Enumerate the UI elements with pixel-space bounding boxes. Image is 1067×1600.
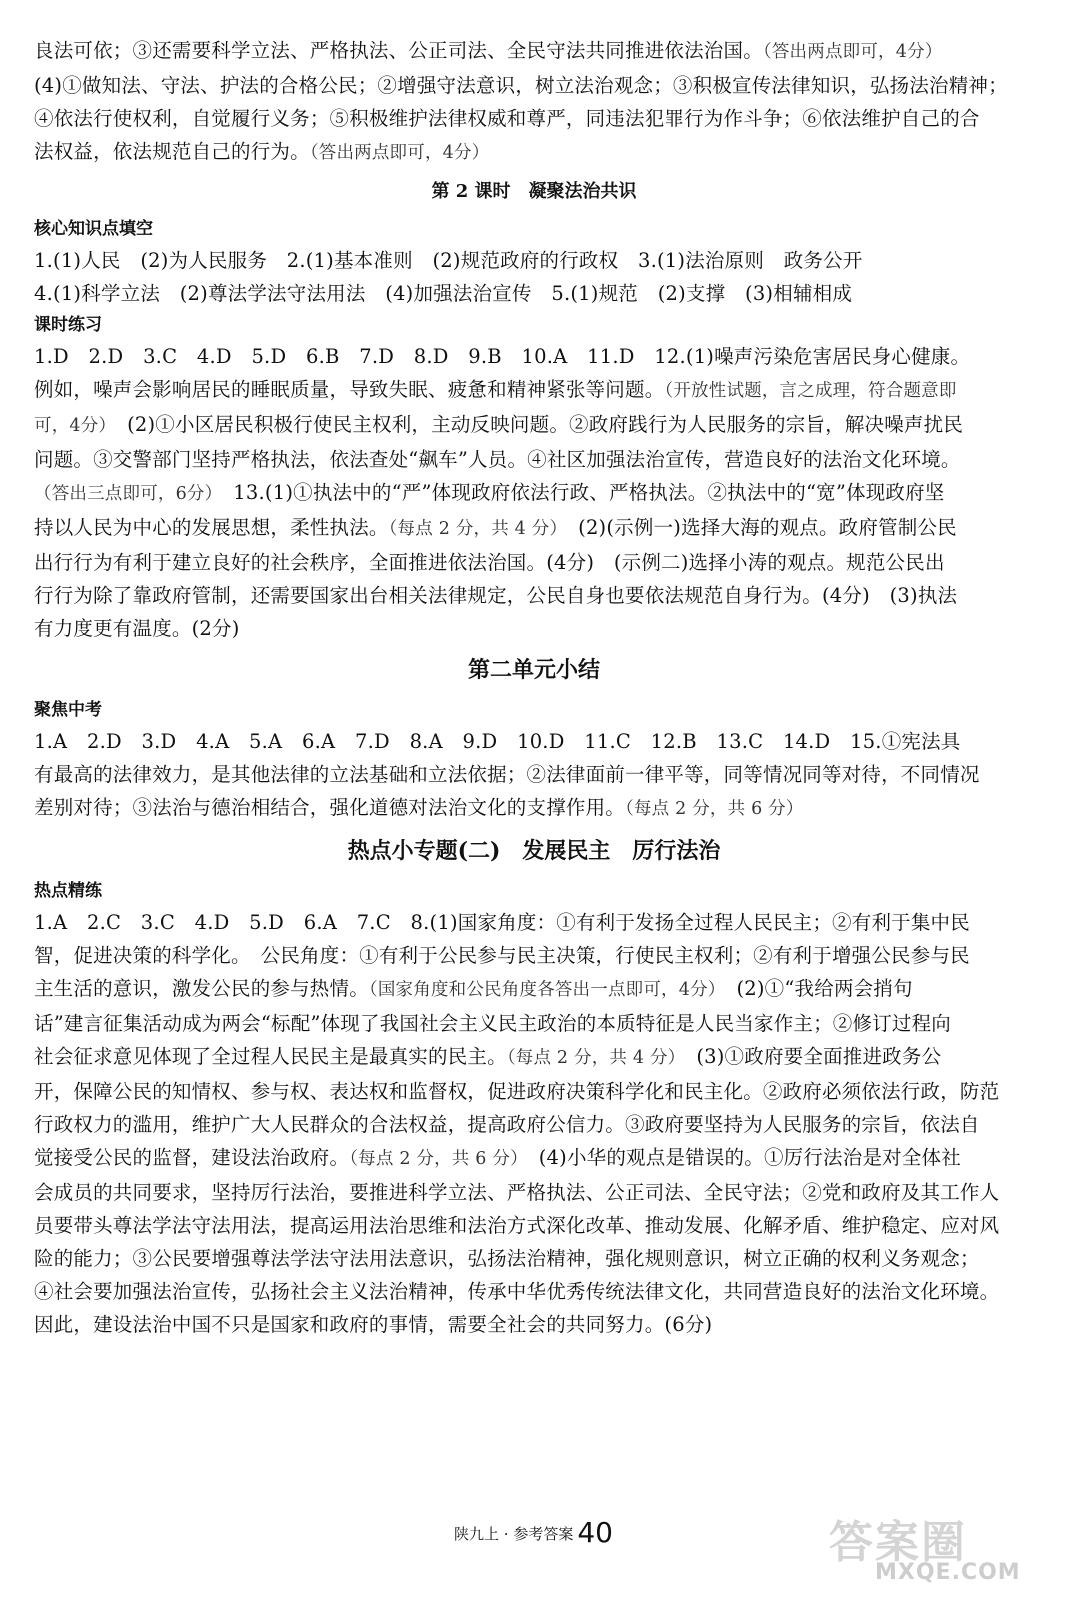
text-line: (2)(示例一)选择大海的观点。政府管制公民 [558, 516, 957, 539]
text-line: 1.(1)人民 (2)为人民服务 2.(1)基本准则 (2)规范政府的行政权 3.(1)法治原则 政务公开 [34, 249, 863, 272]
text-line: 话”建言征集活动成为两会“标配”体现了我国社会主义民主政治的本质特征是人民当家作主；②修订过程向 [34, 1012, 952, 1035]
footer-label: 陕九上 · 参考答案 [454, 1525, 574, 1543]
paragraph [34, 1141, 1034, 1176]
section-heading: 聚焦中考 [34, 700, 102, 720]
paragraph [34, 34, 1034, 69]
text-line: 主生活的意识，激发公民的参与热情。 [34, 977, 369, 1000]
score-note: 可，4分） [34, 416, 108, 436]
score-note: （国家角度和公民角度各答出一点即可，4分） [368, 980, 717, 1000]
text-line: (3)①政府要全面推进政务公 [676, 1045, 942, 1068]
paragraph [34, 791, 1034, 826]
text-line: 觉接受公民的监督，建设法治政府。 [34, 1146, 350, 1169]
paragraph [34, 373, 1034, 408]
paragraph [34, 408, 1034, 443]
text-line: 员要带头尊法学法守法用法，提高运用法治思维和法治方式深化改革、推动发展、化解矛盾、维护稳定、应对风 [34, 1214, 1000, 1237]
text-line: 智，促进决策的科学化。 公民角度：①有利于公民参与民主决策，行使民主权利；②有利于增强公民参与民 [34, 944, 970, 967]
score-note: （答出三点即可，6分） [34, 484, 214, 504]
text-line: (4)①做知法、守法、护法的合格公民；②增强守法意识，树立法治观念；③积极宣传法律知识，弘扬法治精神； [34, 74, 1008, 97]
answer-page [34, 34, 1034, 1341]
text-line: (2)①“我给两会捎句 [716, 977, 913, 1000]
unit-title: 第二单元小结 [467, 657, 600, 683]
text-line: 因此，建设法治中国不只是国家和政府的事情，需要全社会的共同努力。(6分) [34, 1313, 713, 1336]
paragraph [34, 476, 1034, 511]
text-line: ④依法行使权利，自觉履行义务；⑤积极维护法律权威和尊严，同违法犯罪行为作斗争；⑥依法维护自己的合 [34, 107, 980, 130]
text-line: 例如，噪声会影响居民的睡眠质量，导致失眠、疲惫和精神紧张等问题。 [34, 378, 665, 401]
watermark-logo: 答案圈 [829, 1517, 967, 1568]
text-line: 开，保障公民的知情权、参与权、表达权和监督权，促进政府决策科学化和民主化。②政府必须依法行政，防范 [34, 1080, 1000, 1103]
text-line: 问题。③交警部门坚持严格执法，依法查处“飙车”人员。④社区加强法治宣传，营造良好的法治文化环境。 [34, 448, 961, 471]
text-line: (2)①小区居民积极行使民主权利，主动反映问题。②政府践行为人民服务的宗旨，解决噪声扰民 [107, 413, 964, 436]
section-heading: 热点精练 [34, 881, 102, 901]
text-line: (4)小华的观点是错误的。①厉行法治是对全体社 [519, 1146, 961, 1169]
text-line: 1.A 2.C 3.C 4.D 5.D 6.A 7.C 8.(1)国家角度：①有利于发扬全过程人民民主；②有利于集中民 [34, 911, 970, 934]
text-line: 有力度更有温度。(2分) [34, 617, 240, 640]
text-line: 良法可依；③还需要科学立法、严格执法、公正司法、全民守法共同推进依法治国。 [34, 39, 763, 62]
score-note: （每点 2 分，共 6 分） [625, 799, 804, 819]
hot-topic-title: 热点小专题(二) 发展民主 厉行法治 [347, 838, 721, 864]
paragraph [34, 972, 1034, 1007]
watermark [829, 1506, 1049, 1592]
section-heading: 核心知识点填空 [34, 219, 153, 239]
score-note: （每点 2 分，共 6 分） [349, 1149, 520, 1169]
text-line: ④社会要加强法治宣传，弘扬社会主义法治精神，传承中华优秀传统法律文化，共同营造良好的法治文化环境。 [34, 1280, 1000, 1303]
text-line: 险的能力；③公民要增强尊法学法守法用法意识，弘扬法治精神，强化规则意识，树立正确的权利义务观念； [34, 1247, 980, 1270]
text-line: 有最高的法律效力，是其他法律的立法基础和立法依据；②法律面前一律平等，同等情况同等对待，不同情况 [34, 763, 980, 786]
watermark-url: MXQE.COM [875, 1560, 1021, 1585]
paragraph [34, 1040, 1034, 1075]
text-line: 差别对待；③法治与德治相结合，强化道德对法治文化的支撑作用。 [34, 796, 626, 819]
paragraph [34, 511, 1034, 546]
text-line: 社会征求意见体现了全过程人民民主是最真实的民主。 [34, 1045, 507, 1068]
text-line: 13.(1)①执法中的“严”体现政府依法行政、严格执法。②执法中的“宽”体现政府坚 [213, 481, 945, 504]
text-line: 出行行为有利于建立良好的社会秩序，全面推进依法治国。(4分) (示例二)选择小涛的观点。规范公民出 [34, 551, 945, 574]
score-note: （开放性试题，言之成理，符合题意即 [664, 381, 957, 401]
lesson-title: 第 2 课时 凝聚法治共识 [431, 181, 637, 202]
score-note: （每点 2 分，共 4 分） [388, 519, 559, 539]
text-line: 行政权力的滥用，维护广大人民群众的合法权益，提高政府公信力。③政府要坚持为人民服务的宗旨，依法自 [34, 1113, 980, 1136]
paragraph [34, 135, 1034, 170]
score-note: （每点 2 分，共 4 分） [506, 1048, 677, 1068]
page-number: 40 [577, 1516, 613, 1549]
text-line: 行行为除了靠政府管制，还需要国家出台相关法律规定，公民自身也要依法规范自身行为。(4分) (3)执法 [34, 584, 958, 607]
score-note: （答出两点即可，4分） [762, 42, 943, 62]
score-note: （答出两点即可，4分） [309, 143, 490, 163]
text-line: 持以人民为中心的发展思想，柔性执法。 [34, 516, 389, 539]
text-line: 法权益，依法规范自己的行为。 [34, 140, 310, 163]
text-line: 1.A 2.D 3.D 4.A 5.A 6.A 7.D 8.A 9.D 10.D 11.C 12.B 13.C 14.D 15.①宪法具 [34, 730, 961, 753]
text-line: 会成员的共同要求，坚持厉行法治，要推进科学立法、严格执法、公正司法、全民守法；②党和政府及其工作人 [34, 1181, 1000, 1204]
section-heading: 课时练习 [34, 315, 102, 335]
text-line: 1.D 2.D 3.C 4.D 5.D 6.B 7.D 8.D 9.B 10.A 11.D 12.(1)噪声污染危害居民身心健康。 [34, 345, 971, 368]
text-line: 4.(1)科学立法 (2)尊法学法守法用法 (4)加强法治宣传 5.(1)规范 (2)支撑 (3)相辅相成 [34, 282, 853, 305]
